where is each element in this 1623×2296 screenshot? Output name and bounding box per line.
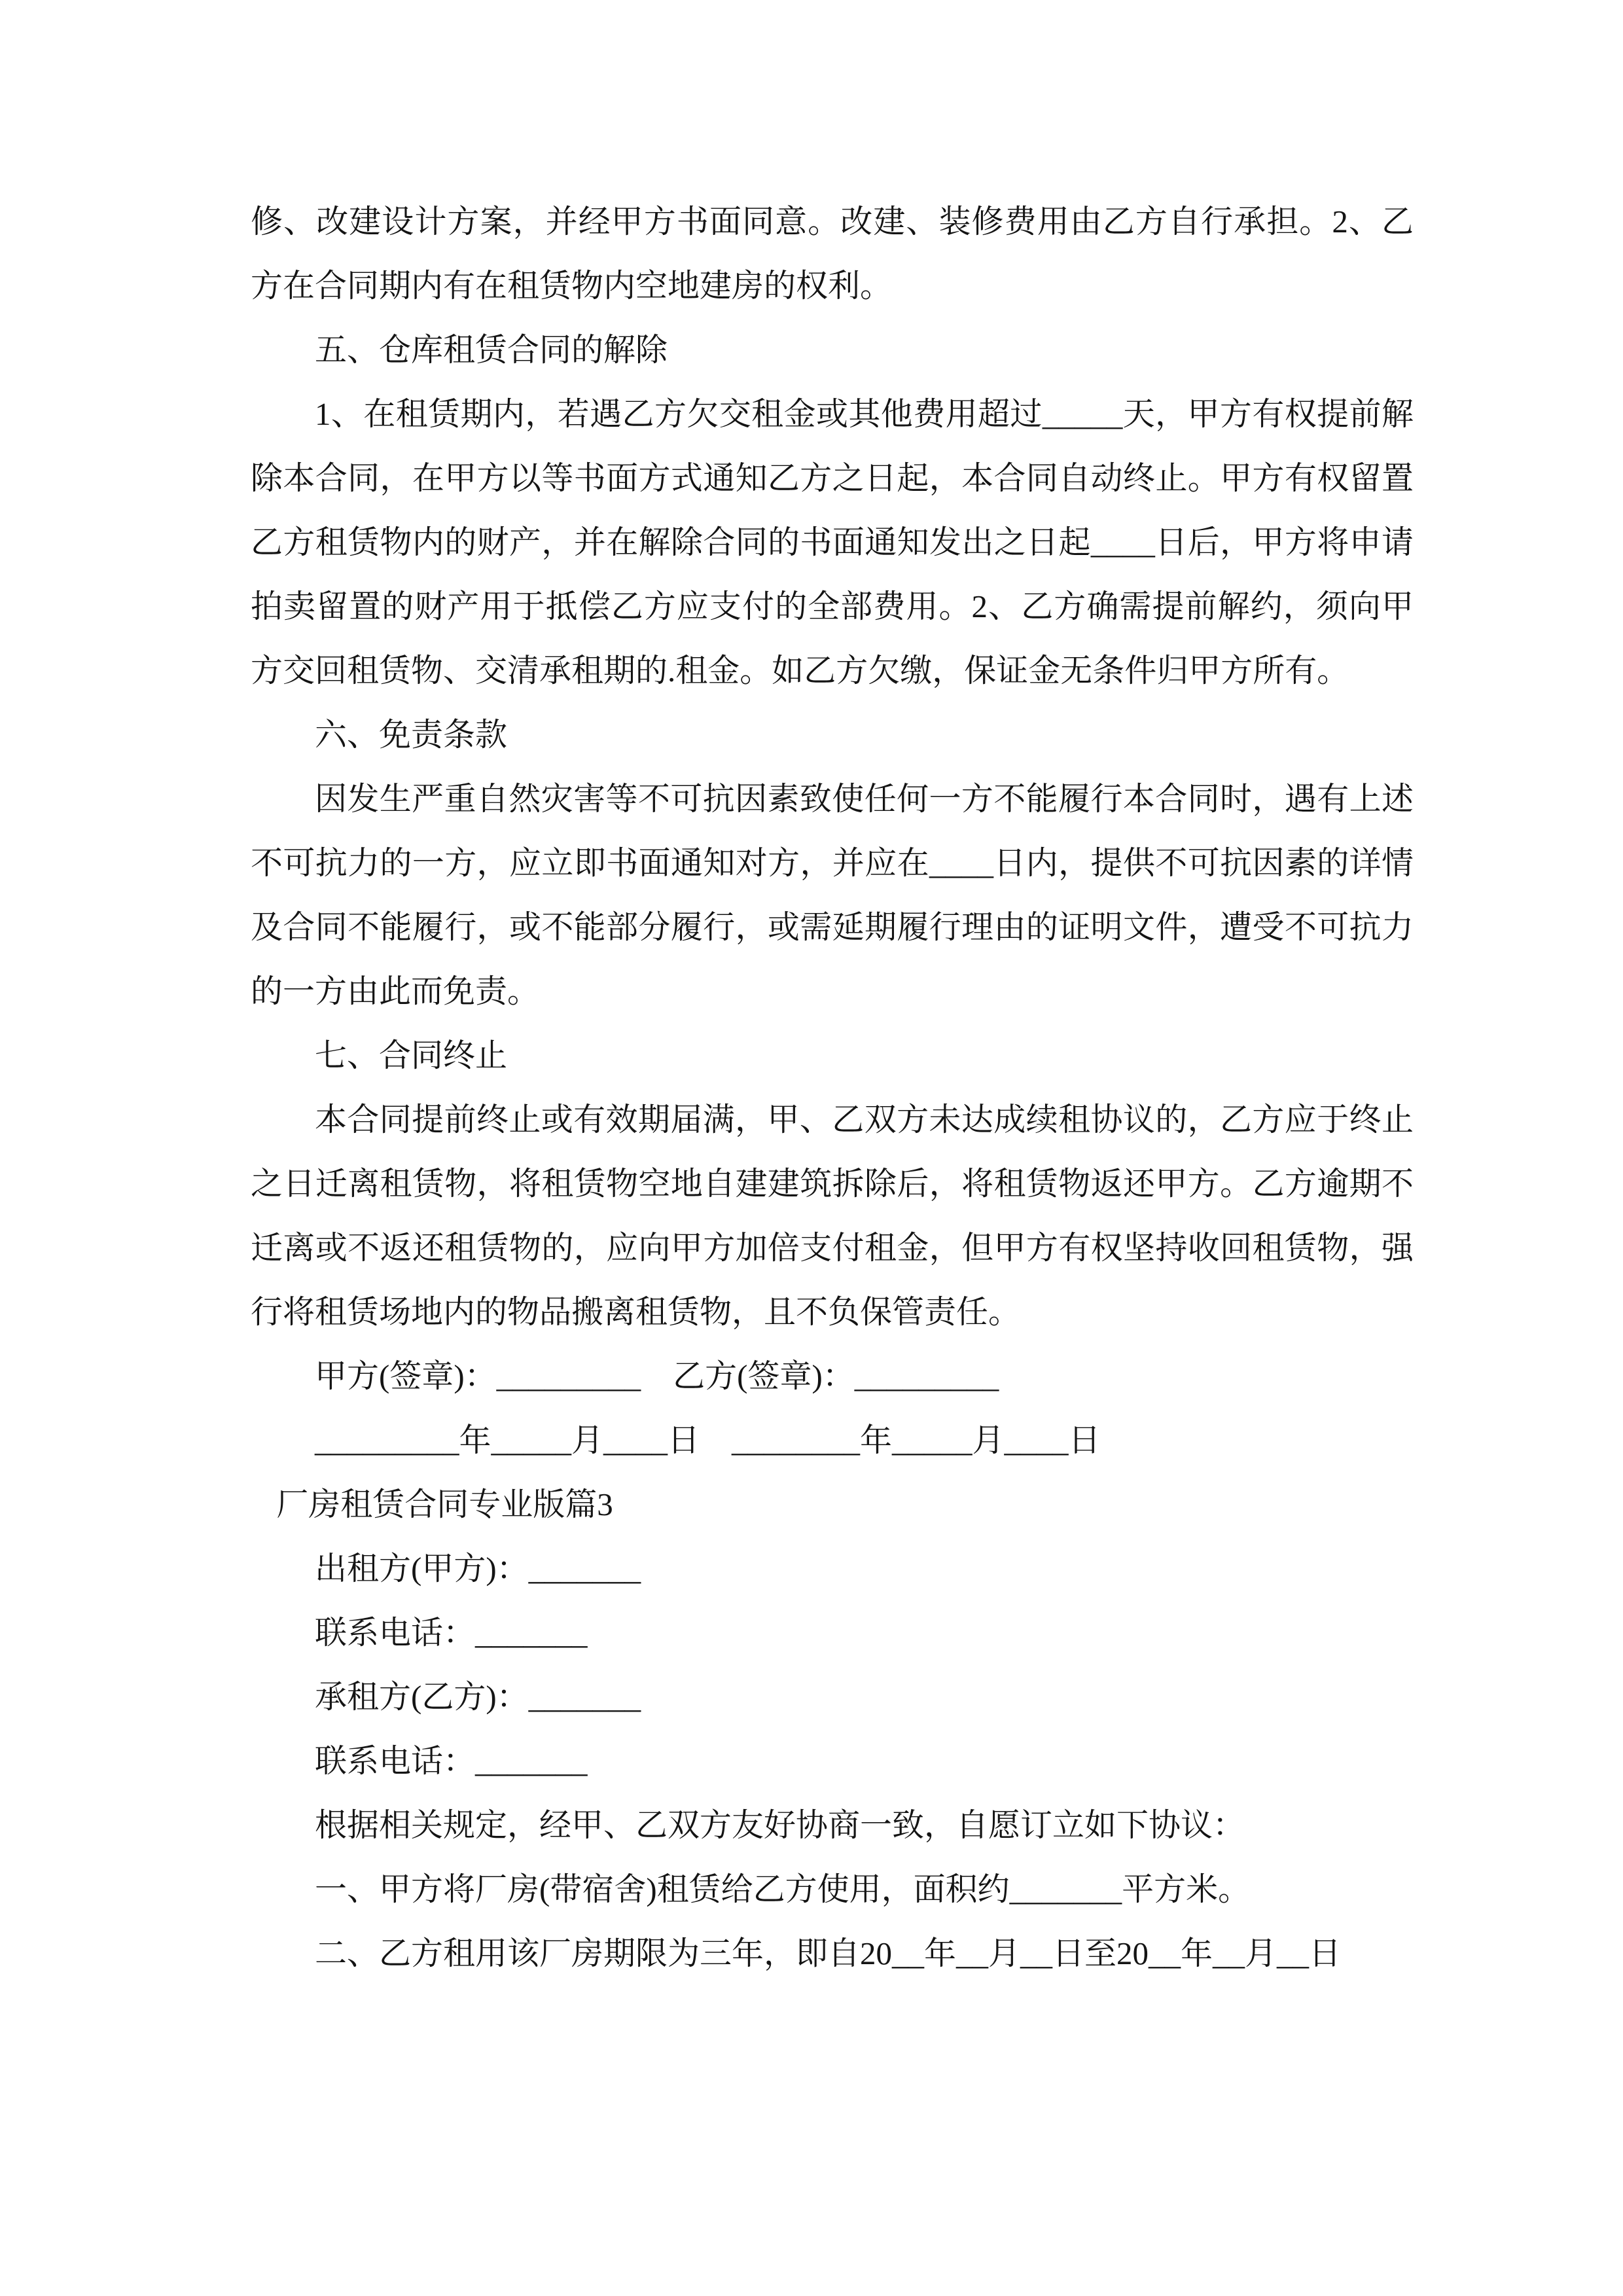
section-heading-six: 六、免责条款 bbox=[315, 717, 508, 753]
lessee-field: 承租方(乙方)：_______ bbox=[315, 1679, 641, 1715]
lessor-phone-field: 联系电话：_______ bbox=[315, 1615, 588, 1651]
section-heading-seven: 七、合同终止 bbox=[315, 1037, 508, 1073]
date-line: _________年_____月____日 ________年_____月____日 bbox=[315, 1422, 1101, 1458]
clause-two-term: 二、乙方租用该厂房期限为三年，即自20__年__月__日至20__年__月__日 bbox=[315, 1935, 1342, 1971]
clause-continuation-paragraph: 修、改建设计方案，并经甲方书面同意。改建、装修费用由乙方自行承担。2、乙方在合同期内有在租赁物内空地建房的权利。 bbox=[251, 204, 1414, 304]
lessee-phone-field: 联系电话：_______ bbox=[315, 1743, 588, 1779]
contract-part3-title: 厂房租赁合同专业版篇3 bbox=[276, 1486, 613, 1522]
clause-one-area: 一、甲方将厂房(带宿舍)租赁给乙方使用，面积约_______平方米。 bbox=[315, 1871, 1251, 1907]
clause-contract-end: 本合同提前终止或有效期届满，甲、乙双方未达成续租协议的，乙方应于终止之日迁离租赁物，将租赁物空地自建建筑拆除后，将租赁物返还甲方。乙方逾期不迁离或不返还租赁物的，应向甲方加倍支付租金，但甲方有权坚持收回租赁物，强行将租赁场地内的物品搬离租赁物，且不负保管责任。 bbox=[251, 1102, 1414, 1330]
section-heading-five: 五、仓库租赁合同的解除 bbox=[315, 332, 668, 368]
signature-line: 甲方(签章)：_________ 乙方(签章)：_________ bbox=[315, 1358, 999, 1394]
clause-force-majeure: 因发生严重自然灾害等不可抗因素致使任何一方不能履行本合同时，遇有上述不可抗力的一方，应立即书面通知对方，并应在____日内，提供不可抗因素的详情及合同不能履行，或不能部分履行，或需延期履行理由的证明文件，遭受不可抗力的一方由此而免责。 bbox=[251, 781, 1414, 1009]
agreement-intro: 根据相关规定，经甲、乙双方友好协商一致，自愿订立如下协议： bbox=[315, 1807, 1245, 1843]
lessor-field: 出租方(甲方)：_______ bbox=[315, 1551, 641, 1587]
clause-termination-by-breach: 1、在租赁期内，若遇乙方欠交租金或其他费用超过_____天，甲方有权提前解除本合同，在甲方以等书面方式通知乙方之日起，本合同自动终止。甲方有权留置乙方租赁物内的财产，并在解除合同的书面通知发出之日起____日后，甲方将申请拍卖留置的财产用于抵偿乙方应支付的全部费用。2、乙方确需提前解约，须向甲方交回租赁物、交清承租期的.租金。如乙方欠缴，保证金无条件归甲方所有。 bbox=[251, 396, 1414, 689]
